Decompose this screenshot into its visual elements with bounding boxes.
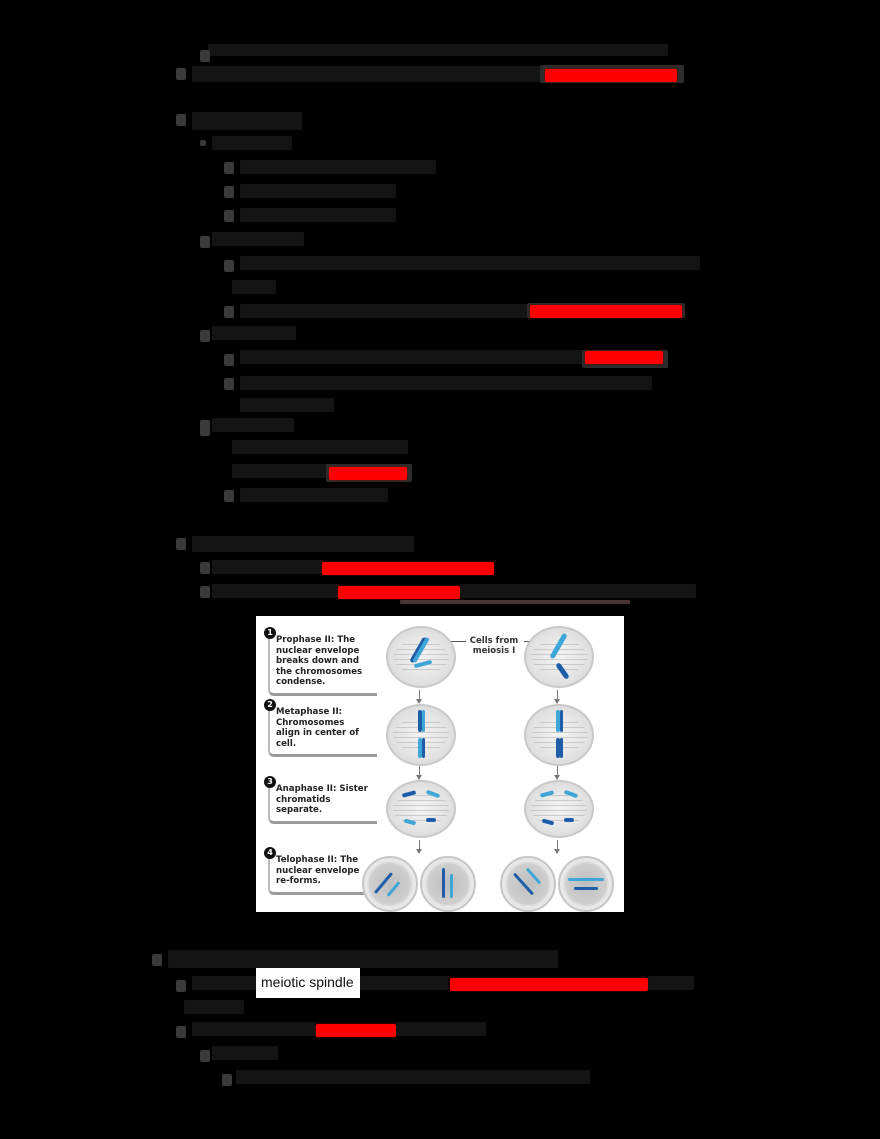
step-number: 2 xyxy=(264,699,276,711)
text-line xyxy=(240,160,436,174)
bullet-marker xyxy=(200,140,206,146)
step-number: 1 xyxy=(264,627,276,639)
bullet-marker xyxy=(200,50,210,62)
chromosome xyxy=(442,868,445,898)
red-highlight xyxy=(545,69,677,82)
underline xyxy=(400,600,630,604)
arrow-down xyxy=(557,840,558,850)
text-line xyxy=(240,398,334,412)
section-heading xyxy=(192,536,414,552)
bullet-marker xyxy=(224,378,234,390)
text-line xyxy=(212,326,296,340)
red-highlight xyxy=(316,1024,396,1037)
text-line xyxy=(212,136,292,150)
red-highlight xyxy=(322,562,494,575)
chromatid xyxy=(564,818,574,822)
chromosome xyxy=(422,738,425,758)
bullet-marker xyxy=(200,330,210,342)
chromosome xyxy=(526,868,542,885)
step-label-metaphase-ii: 2 Metaphase II: Chromosomes align in center of cell. xyxy=(268,704,377,757)
step-label-prophase-ii: 1 Prophase II: The nuclear envelope breaks down and the chromosomes condense. xyxy=(268,632,377,696)
text-line xyxy=(192,1022,316,1036)
bullet-marker xyxy=(200,236,210,248)
bullet-marker xyxy=(200,420,210,436)
text-line xyxy=(240,304,528,318)
chromatid xyxy=(426,818,436,822)
bullet-marker xyxy=(200,1050,210,1062)
text-line xyxy=(232,440,408,454)
bullet-marker xyxy=(176,538,186,550)
text-line xyxy=(208,44,668,56)
arrow-down xyxy=(419,690,420,700)
red-highlight xyxy=(530,305,682,318)
text-line xyxy=(232,280,276,294)
step-label-telophase-ii: 4 Telophase II: The nuclear envelope re-forms. xyxy=(268,852,377,895)
bullet-marker xyxy=(176,1026,186,1038)
daughter-cell xyxy=(558,856,614,912)
step-number: 3 xyxy=(264,776,276,788)
bullet-marker xyxy=(200,586,210,598)
text-line xyxy=(232,464,332,478)
text-line xyxy=(212,560,324,574)
text-line xyxy=(212,1046,278,1060)
section-heading xyxy=(168,950,558,968)
bullet-marker xyxy=(224,354,234,366)
text-line xyxy=(648,976,694,990)
chromosome xyxy=(450,874,453,898)
text-line xyxy=(192,976,258,990)
text-line xyxy=(360,976,448,990)
bullet-marker xyxy=(224,490,234,502)
cell-anaphase-right xyxy=(524,780,594,838)
text-line xyxy=(240,350,586,364)
bullet-marker xyxy=(224,210,234,222)
text-line xyxy=(240,376,652,390)
arrow-down xyxy=(557,690,558,700)
text-line xyxy=(396,1022,486,1036)
bullet-marker xyxy=(224,162,234,174)
daughter-cell xyxy=(420,856,476,912)
daughter-cell xyxy=(362,856,418,912)
meiotic-spindle-snippet xyxy=(256,968,360,998)
red-highlight xyxy=(450,978,648,991)
text-line xyxy=(240,208,396,222)
snippet-text: meiotic spindle xyxy=(261,974,354,990)
bullet-marker xyxy=(176,980,186,992)
bullet-marker xyxy=(152,954,162,966)
cell-metaphase-left xyxy=(386,704,456,766)
chromosome xyxy=(387,881,401,897)
arrow-down xyxy=(419,840,420,850)
bullet-marker xyxy=(224,186,234,198)
step-number: 4 xyxy=(264,847,276,859)
text-line xyxy=(212,584,340,598)
cell-metaphase-right xyxy=(524,704,594,766)
text-line xyxy=(184,1000,244,1014)
bullet-marker xyxy=(200,562,210,574)
arrow-down xyxy=(419,766,420,776)
bullet-marker xyxy=(224,306,234,318)
chromosome xyxy=(560,710,563,732)
section-heading xyxy=(192,112,302,130)
step-label-anaphase-ii: 3 Anaphase II: Sister chromatids separate. xyxy=(268,781,377,824)
chromosome xyxy=(560,738,563,758)
cells-from-meiosis-label: Cells from meiosis I xyxy=(469,636,519,656)
bullet-marker xyxy=(224,260,234,272)
cell-prophase-left xyxy=(386,626,456,688)
arrow-down xyxy=(557,766,558,776)
red-highlight xyxy=(338,586,460,599)
chromosome xyxy=(422,710,425,732)
text-line xyxy=(212,232,304,246)
bullet-marker xyxy=(176,114,186,126)
cell-prophase-right xyxy=(524,626,594,688)
text-line xyxy=(240,184,396,198)
cell-anaphase-left xyxy=(386,780,456,838)
chromosome xyxy=(568,878,604,881)
chromosome xyxy=(574,887,598,890)
text-line xyxy=(212,418,294,432)
bullet-marker xyxy=(176,68,186,80)
text-line xyxy=(240,488,388,502)
red-highlight xyxy=(329,467,407,480)
text-line xyxy=(236,1070,590,1084)
text-line xyxy=(240,256,700,270)
meiosis-ii-diagram xyxy=(256,616,624,912)
bullet-marker xyxy=(222,1074,232,1086)
text-line xyxy=(192,66,542,82)
red-highlight xyxy=(585,351,663,364)
text-line xyxy=(460,584,696,598)
daughter-cell xyxy=(500,856,556,912)
